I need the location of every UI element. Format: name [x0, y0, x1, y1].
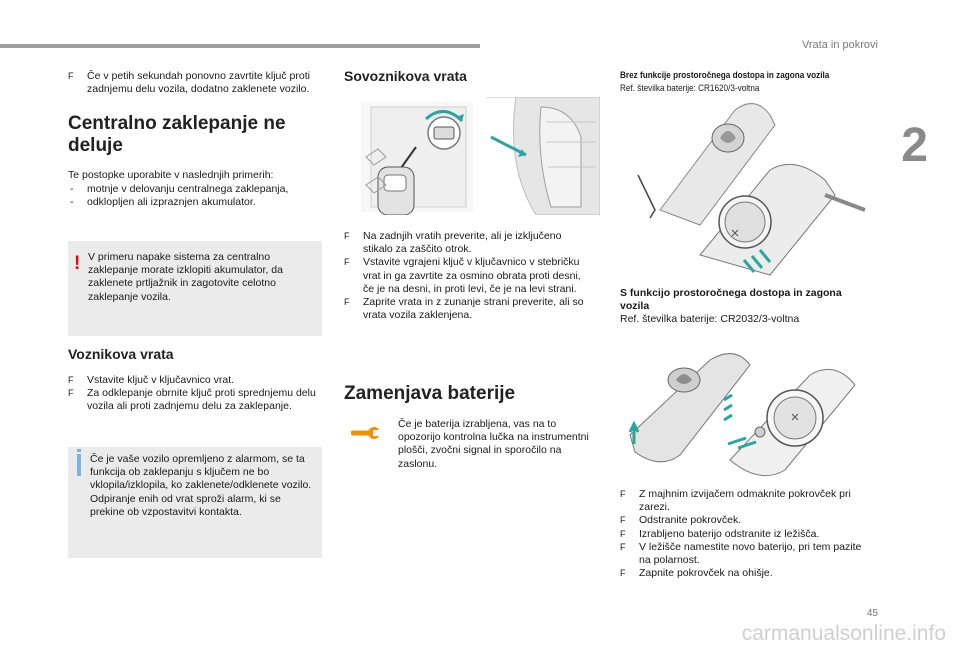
- battery-step: F Z majhnim izvijačem odmaknite pokrovček pri zarezi.: [620, 488, 870, 514]
- heading-passenger-door: Sovoznikova vrata: [344, 68, 467, 84]
- caption-handsfree-title: S funkcijo prostoročnega dostopa in zagona vozila: [620, 287, 842, 312]
- condition-item: - odklopljen ali izpraznjen akumulator.: [68, 196, 320, 209]
- wrench-icon: [351, 424, 381, 442]
- driver-step: F Vstavite ključ v ključavnico vrat.: [68, 374, 320, 387]
- caption-no-handsfree-ref: Ref. številka baterije: CR1620/3-voltna: [620, 83, 760, 94]
- battery-step: F Zapnite pokrovček na ohišje.: [620, 567, 870, 580]
- warning-icon: !: [74, 253, 81, 274]
- conditions-intro: Te postopke uporabite v naslednjih primerih:: [68, 169, 274, 182]
- condition-item: - motnje v delovanju centralnega zaklepanja,: [68, 183, 320, 196]
- passenger-step: F Na zadnjih vratih preverite, ali je izključeno stikalo za zaščito otrok.: [344, 230, 594, 256]
- heading-central-locking: Centralno zaklepanje ne deluje: [68, 113, 286, 157]
- key-remote-illustration-2: [620, 340, 870, 480]
- watermark: carmanualsonline.info: [741, 622, 946, 645]
- battery-step: F V ležišče namestite novo baterijo, pri tem pazite na polarnost.: [620, 541, 870, 567]
- passenger-step: F Vstavite vgrajeni ključ v ključavnico v stebričku vrat in ga zavrtite za osmino obrata proti desni, če je na desni, in proti levi, če je na levi strani.: [344, 256, 594, 296]
- driver-step: F Za odklepanje obrnite ključ proti sprednjemu delu vozila ali proti zadnjemu delu za zaklepanje.: [68, 387, 320, 413]
- chapter-number: 2: [901, 119, 928, 172]
- passenger-step: F Zaprite vrata in z zunanje strani preverite, ali so vrata vozila zaklenjena.: [344, 296, 594, 322]
- warning-text: V primeru napake sistema za centralno zaklepanje morate izklopiti akumulator, da zaklenete prtljažnik in zagotovite celotno zaklepanje vozila.: [88, 251, 283, 303]
- page-number: 45: [866, 608, 878, 619]
- info-icon: [77, 449, 81, 452]
- battery-steps: [620, 488, 870, 580]
- intro-bullet: F Če v petih sekundah ponovno zavrtite ključ proti zadnjemu delu vozila, dodatno zaklenete vozilo.: [68, 70, 320, 96]
- passenger-door-heading-wrap: [344, 68, 594, 85]
- caption-no-handsfree-title: Brez funkcije prostoročnega dostopa in zagona vozila: [620, 70, 830, 81]
- battery-step: F Izrabljeno baterijo odstranite iz ležišča.: [620, 528, 870, 541]
- info-text: Če je vaše vozilo opremljeno z alarmom, se ta funkcija ob zaklepanju s ključem ne bo vklopila/izklopila, ko zaklenete/odklenete vozilo.: [90, 453, 312, 492]
- heading-battery-replacement: Zamenjava baterije: [344, 383, 516, 404]
- column-1: [68, 70, 320, 209]
- battery-step: F Odstranite pokrovček.: [620, 514, 870, 527]
- info-text: Odpiranje enih od vrat sproži alarm, ki se prekine ob vzpostavitvi kontakta.: [90, 492, 281, 518]
- header-rule: [0, 44, 480, 48]
- passenger-door-illustration: [356, 97, 600, 215]
- caption-handsfree-ref: Ref. številka baterije: CR2032/3-voltna: [620, 313, 800, 325]
- info-box: [68, 447, 322, 558]
- battery-warning-note: Če je baterija izrabljena, vas na to opozorijo kontrolna lučka na instrumentni plošči, zvočni signal in sporočilo na zaslonu.: [398, 418, 589, 470]
- passenger-steps: [344, 230, 594, 322]
- warning-box: [68, 241, 322, 336]
- driver-door-section: [68, 346, 320, 414]
- section-title: Vrata in pokrovi: [801, 39, 878, 51]
- heading-driver-door: Voznikova vrata: [68, 346, 174, 362]
- battery-heading-wrap: [344, 383, 594, 405]
- key-remote-illustration-1: [620, 100, 870, 276]
- info-icon-bar: [77, 454, 81, 476]
